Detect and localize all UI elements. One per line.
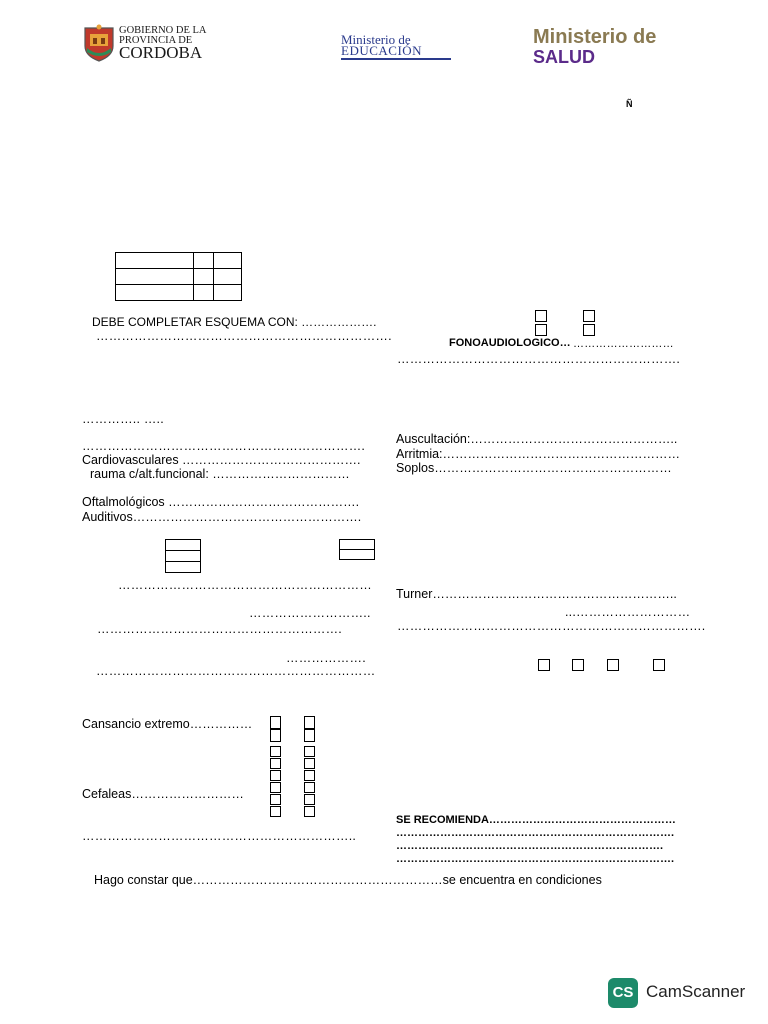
dots-line-f: ………………………………………………………… xyxy=(96,664,376,678)
gobierno-line1: GOBIERNO DE LA xyxy=(119,25,207,36)
table-cell xyxy=(116,253,194,269)
cefaleas-field: Cefaleas……………………… xyxy=(82,787,244,801)
recommendation-line-1: …………………………………………………………………. xyxy=(396,827,675,839)
table-cell xyxy=(194,253,214,269)
table-cell xyxy=(166,551,201,562)
checkbox[interactable] xyxy=(270,770,281,781)
table-cell xyxy=(214,285,242,301)
vaccine-table xyxy=(115,252,242,301)
recommendation-line-2: ………………………………………………………………. xyxy=(396,840,664,852)
checkbox[interactable] xyxy=(535,310,547,322)
table-cell xyxy=(214,269,242,285)
dots-line-g: ……………………………………………………….. xyxy=(82,829,357,843)
checkbox[interactable] xyxy=(572,659,584,671)
arritmia-field: Arritmia:………………………………………………… xyxy=(396,447,681,461)
small-table-right xyxy=(339,539,375,560)
checkbox[interactable] xyxy=(535,324,547,336)
dots-line-d: …………………………………………………. xyxy=(97,622,342,636)
checkbox[interactable] xyxy=(270,729,281,742)
checkbox[interactable] xyxy=(538,659,550,671)
stray-character: Ñ xyxy=(626,99,633,109)
checkbox[interactable] xyxy=(270,806,281,817)
educacion-line1: Ministerio de xyxy=(341,32,411,47)
auscultacion-field: Auscultación:………………………………………….. xyxy=(396,432,678,446)
checkbox[interactable] xyxy=(304,806,315,817)
camscanner-logo-icon: CS xyxy=(608,978,638,1008)
small-table-left xyxy=(165,539,201,573)
checkbox[interactable] xyxy=(583,324,595,336)
educacion-underline xyxy=(341,58,451,60)
table-cell xyxy=(340,540,375,550)
table-cell xyxy=(214,253,242,269)
turner-field: Turner………………………………………………….. xyxy=(396,587,677,601)
short-dots: ………….. ….. xyxy=(82,412,164,426)
debe-completar-dots: ……………………………………………………………. xyxy=(96,329,392,343)
soplos-field: Soplos………………………………………………… xyxy=(396,461,672,475)
checkbox[interactable] xyxy=(304,729,315,742)
checkbox-cefaleas-si[interactable] xyxy=(270,794,281,805)
checkbox[interactable] xyxy=(583,310,595,322)
dots-line-i: ………………………………………………………………. xyxy=(397,619,706,633)
oftalmologicos-field: Oftalmológicos ………………………………………. xyxy=(82,495,360,509)
checkbox-cefaleas-no[interactable] xyxy=(304,794,315,805)
debe-completar-label: DEBE COMPLETAR ESQUEMA CON: ………………. xyxy=(92,315,377,329)
checkbox[interactable] xyxy=(304,770,315,781)
recommendation-line-3: …………………………………………………………………. xyxy=(396,853,675,865)
checkbox[interactable] xyxy=(270,746,281,757)
fonoaudiologico-label: FONOAUDIOLOGICO… xyxy=(449,337,571,349)
hago-constar-line: Hago constar que……………………………………………………se encuentra en condiciones xyxy=(94,873,602,887)
checkbox[interactable] xyxy=(270,758,281,769)
camscanner-label: CamScanner xyxy=(646,982,746,1001)
salud-line2: SALUD xyxy=(533,47,595,67)
salud-line1: Ministerio de xyxy=(533,26,657,48)
table-cell xyxy=(166,540,201,551)
checkbox[interactable] xyxy=(304,746,315,757)
dots-line-a: …………………………………………………………. xyxy=(82,439,366,453)
checkbox[interactable] xyxy=(607,659,619,671)
table-cell xyxy=(116,269,194,285)
trauma-field: rauma c/alt.funcional: …………………………… xyxy=(90,467,350,481)
checkbox[interactable] xyxy=(304,782,315,793)
table-cell xyxy=(116,285,194,301)
gobierno-line2: PROVINCIA DE xyxy=(119,35,193,46)
checkbox[interactable] xyxy=(270,782,281,793)
dots-line-e: ………………. xyxy=(286,651,366,665)
dots-line-b: …………………………………………………… xyxy=(118,578,372,592)
checkbox[interactable] xyxy=(304,758,315,769)
fonoaudiologico-dots-2: …………………………………………………………. xyxy=(397,352,681,366)
checkbox-cansancio-si[interactable] xyxy=(270,716,281,729)
fonoaudiologico-dots: ……………………… xyxy=(573,338,674,350)
coat-of-arms-icon xyxy=(83,24,115,62)
table-cell xyxy=(194,269,214,285)
checkbox[interactable] xyxy=(653,659,665,671)
table-cell xyxy=(194,285,214,301)
se-recomienda-label: SE RECOMIENDA…………………………………………… xyxy=(396,814,676,826)
cansancio-field: Cansancio extremo…………… xyxy=(82,717,253,731)
gobierno-line3: CORDOBA xyxy=(119,43,203,62)
auditivos-field: Auditivos………………………………………………. xyxy=(82,510,362,524)
dots-line-c: ……………………….. xyxy=(249,606,371,620)
cardiovasculares-field: Cardiovasculares ……………………………………. xyxy=(82,453,361,467)
dots-line-h: ...……………………… xyxy=(565,605,691,619)
checkbox-cansancio-no[interactable] xyxy=(304,716,315,729)
table-cell xyxy=(166,562,201,573)
educacion-line2: EDUCACIÓN xyxy=(341,43,423,58)
table-cell xyxy=(340,550,375,560)
